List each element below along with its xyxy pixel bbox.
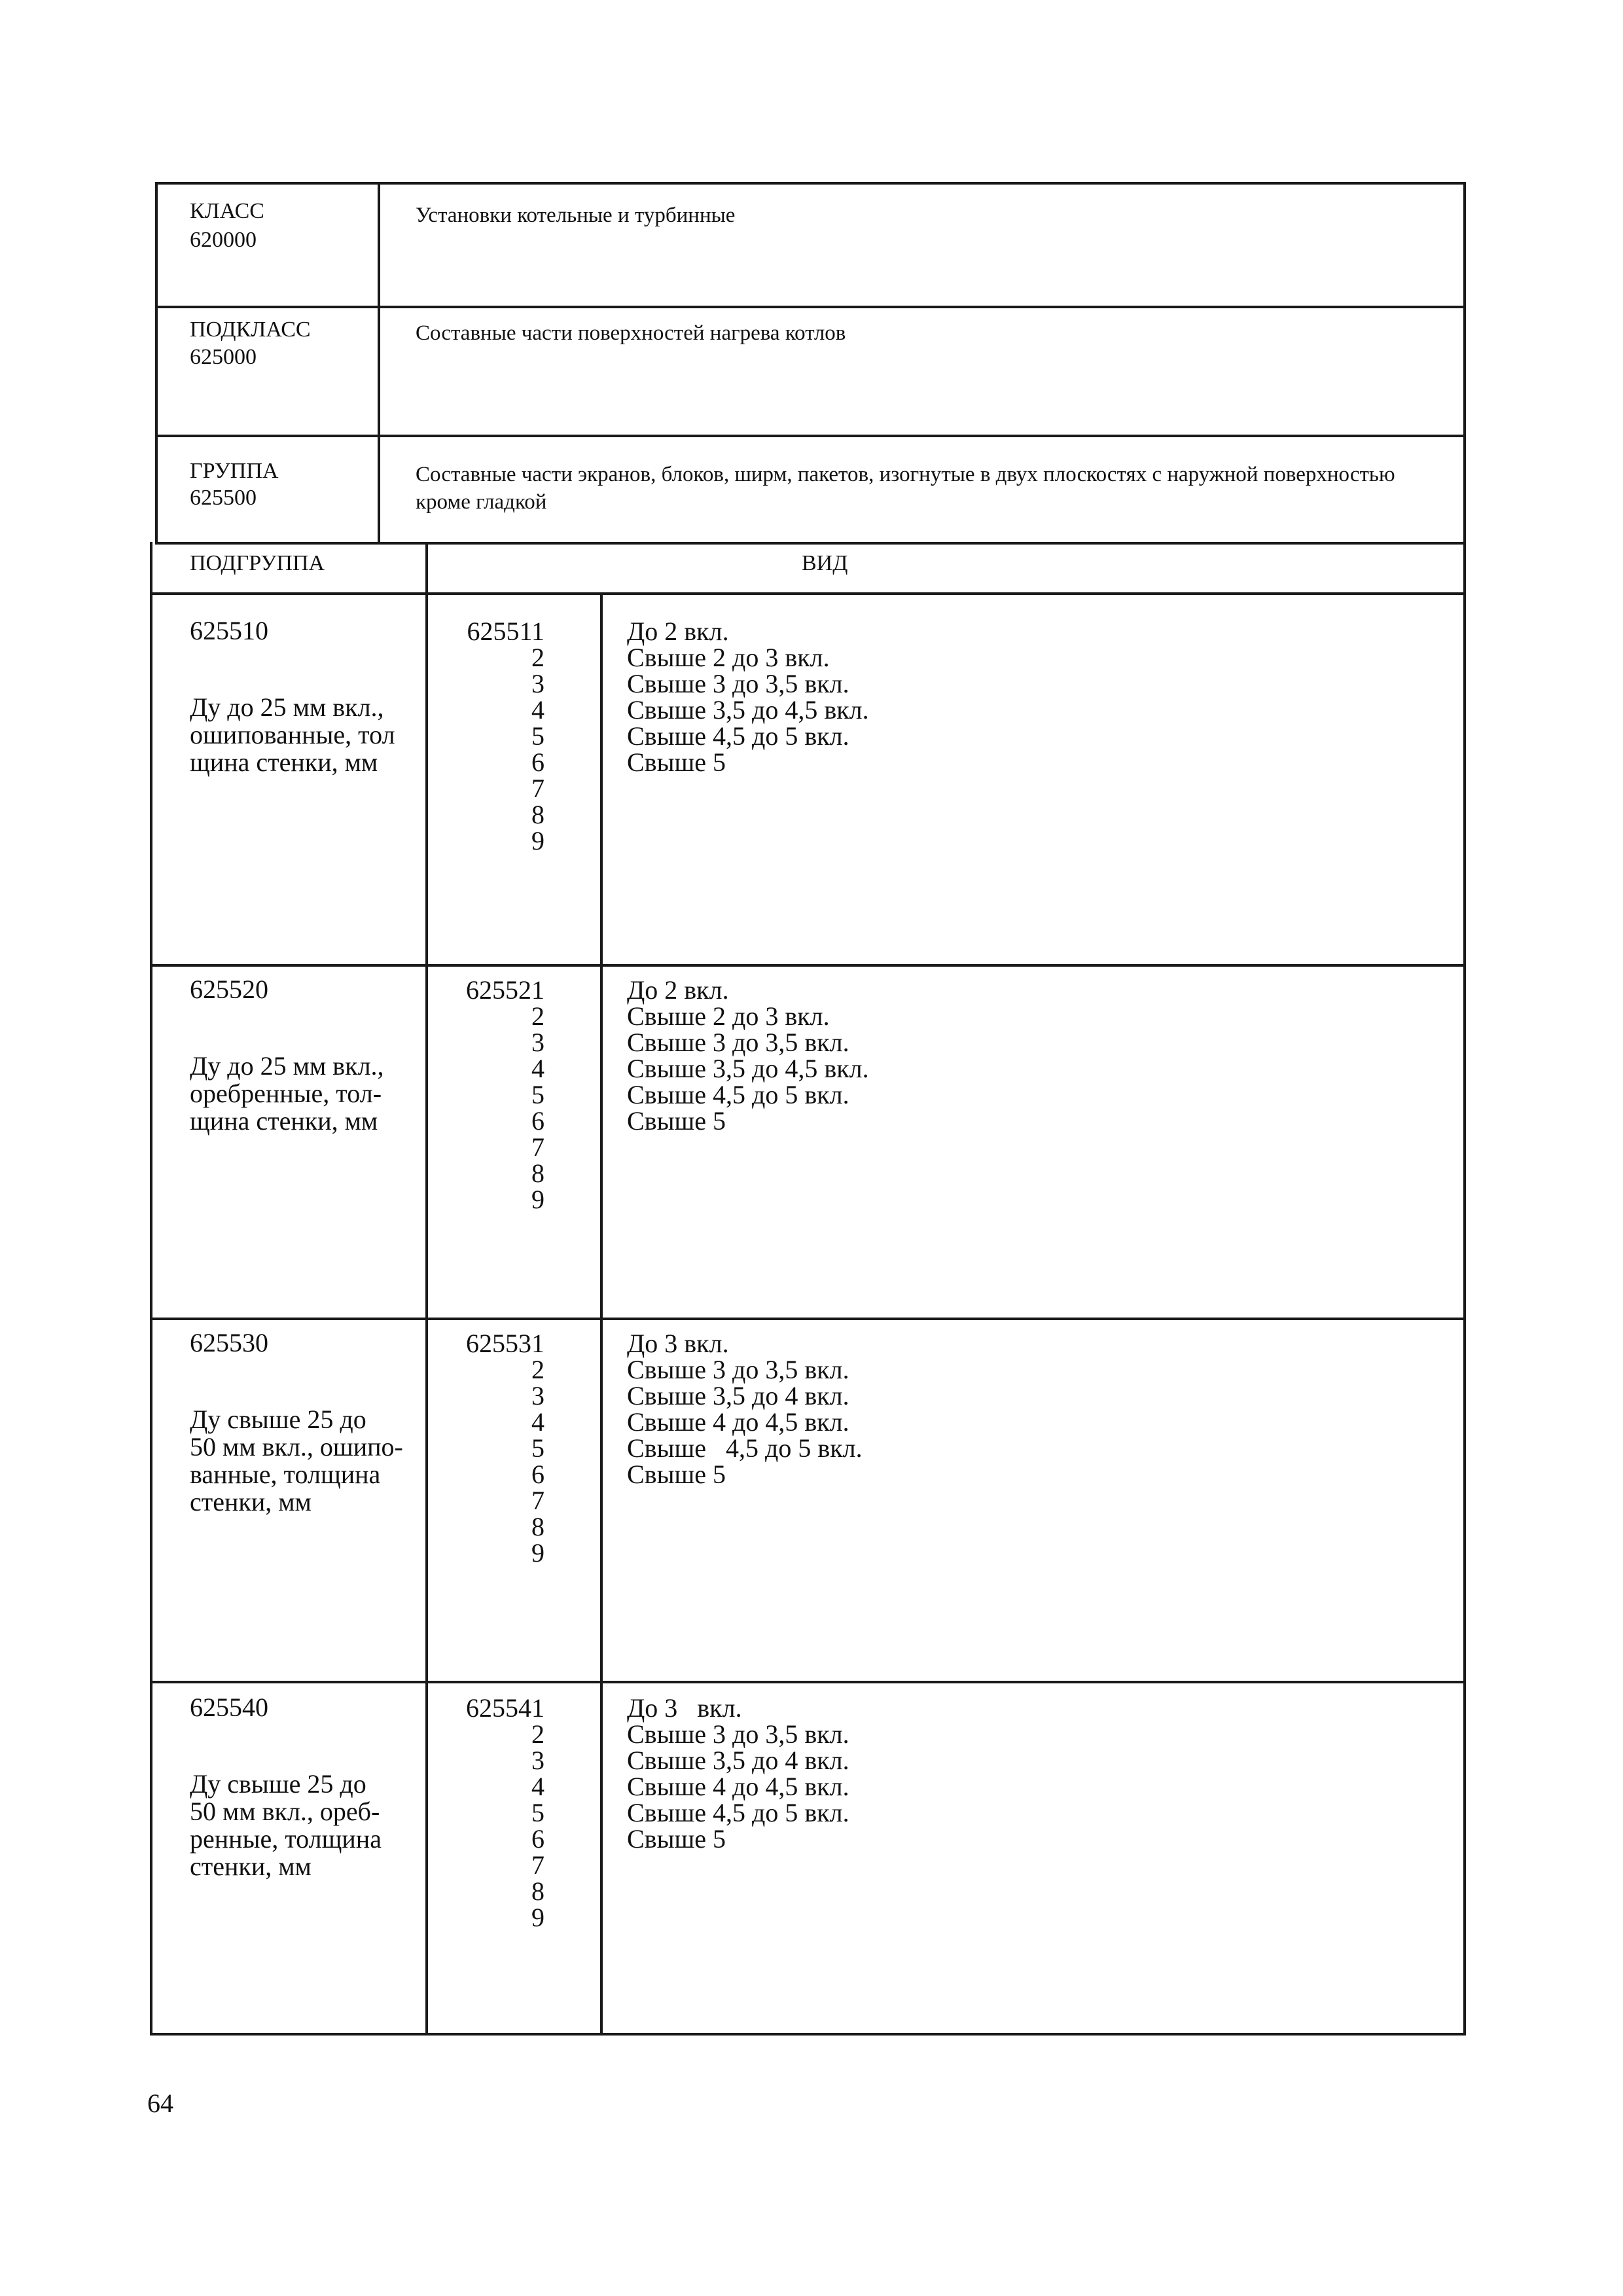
vid-code: 625511 (467, 617, 544, 646)
description-line: ванные, толщина (190, 1460, 381, 1489)
description-line: ренные, толщина (190, 1824, 382, 1854)
description-line: ошипованные, тол (190, 720, 395, 749)
vid-code: 5 (531, 1080, 544, 1109)
vid-description: До 3 вкл. (627, 1329, 729, 1358)
vid-description: Свыше 3,5 до 4 вкл. (627, 1746, 849, 1775)
vid-description: Свыше 4 до 4,5 вкл. (627, 1772, 849, 1801)
description-line: стенки, мм (190, 1487, 312, 1516)
row-divider-2 (155, 435, 1466, 437)
subclass-code: 625000 (190, 345, 257, 369)
page-number: 64 (147, 2089, 173, 2118)
row-divider-4 (150, 964, 1466, 967)
group-code: 625500 (190, 486, 257, 510)
subclass-text: Составные части поверхностей нагрева котлов (416, 321, 846, 345)
vid-description: До 2 вкл. (627, 975, 729, 1005)
subgroup-code: 625540 (190, 1693, 268, 1722)
vid-code: 6 (531, 1824, 544, 1854)
vid-description-list (627, 619, 869, 776)
vid-code: 6 (531, 1106, 544, 1136)
vid-code: 7 (531, 774, 544, 803)
description-line: щина стенки, мм (190, 747, 378, 777)
vid-code: 4 (531, 1407, 544, 1437)
description-line: Ду свыше 25 до (190, 1769, 366, 1799)
subgroup-code: 625530 (190, 1328, 268, 1357)
vid-code: 625531 (466, 1329, 544, 1358)
vid-code-list (414, 1331, 544, 1566)
subgroup-description (190, 1406, 403, 1516)
vid-code: 9 (531, 1185, 544, 1214)
vid-code: 4 (531, 1054, 544, 1083)
row-divider-6 (150, 1681, 1466, 1683)
vid-code: 625521 (466, 975, 544, 1005)
vid-description-list (627, 1331, 863, 1488)
vid-description: Свыше 3 до 3,5 вкл. (627, 1719, 849, 1749)
vid-description: Свыше 4,5 до 5 вкл. (627, 1433, 863, 1463)
vid-description: Свыше 4,5 до 5 вкл. (627, 1080, 849, 1109)
description-line: Ду до 25 мм вкл., (190, 1051, 384, 1081)
class-code: 620000 (190, 228, 257, 252)
description-line: Ду свыше 25 до (190, 1405, 366, 1434)
group-text: Составные части экранов, блоков, ширм, пакетов, изогнутые в двух плоскостях с наружной поверхностью кроме гладкой (416, 463, 1395, 514)
vid-description: Свыше 5 (627, 747, 726, 777)
vid-description: Свыше 5 (627, 1106, 726, 1136)
vid-code: 2 (531, 1719, 544, 1749)
vid-description: Свыше 4,5 до 5 вкл. (627, 1798, 849, 1827)
vid-description: Свыше 4,5 до 5 вкл. (627, 721, 849, 751)
subgroup-code: 625510 (190, 616, 268, 645)
vid-code: 3 (531, 1028, 544, 1057)
class-text: Установки котельные и турбинные (416, 204, 736, 227)
vid-code: 2 (531, 1001, 544, 1031)
subgroup-description (190, 1770, 382, 1880)
table-bottom-border (150, 2033, 1466, 2036)
subgroup-code: 625520 (190, 975, 268, 1004)
subclass-label: ПОДКЛАСС (190, 317, 311, 342)
table-left-border-lower (150, 542, 152, 2034)
vid-code: 5 (531, 1798, 544, 1827)
vid-code: 625541 (466, 1693, 544, 1723)
class-label: КЛАСС (190, 199, 264, 223)
vid-code: 6 (531, 747, 544, 777)
table-right-border (1463, 182, 1466, 2034)
vid-code: 4 (531, 695, 544, 725)
vid-col-divider (600, 592, 603, 2034)
vid-description: Свыше 5 (627, 1824, 726, 1854)
subgroup-description (190, 694, 395, 776)
subgroup-description (190, 1052, 384, 1135)
vid-code: 9 (531, 826, 544, 855)
row-divider-3 (155, 542, 1466, 545)
vid-code: 3 (531, 1746, 544, 1775)
description-line: Ду до 25 мм вкл., (190, 692, 384, 722)
vid-description: Свыше 3,5 до 4,5 вкл. (627, 695, 869, 725)
vid-description: До 2 вкл. (627, 617, 729, 646)
vid-code: 6 (531, 1460, 544, 1489)
vid-code: 8 (531, 1512, 544, 1541)
vid-code: 7 (531, 1850, 544, 1880)
vid-code: 5 (531, 721, 544, 751)
group-label: ГРУППА (190, 459, 279, 483)
description-line: 50 мм вкл., ошипо- (190, 1432, 403, 1462)
vid-code-list (414, 977, 544, 1213)
vid-code: 2 (531, 1355, 544, 1384)
vid-description-list (627, 977, 869, 1134)
subgroup-column-header: ПОДГРУППА (190, 551, 325, 575)
vid-description: Свыше 3,5 до 4 вкл. (627, 1381, 849, 1410)
vid-code: 9 (531, 1903, 544, 1932)
vid-description: Свыше 4 до 4,5 вкл. (627, 1407, 849, 1437)
description-line: 50 мм вкл., ореб- (190, 1797, 380, 1826)
description-line: оребренные, тол- (190, 1079, 382, 1108)
vid-code: 3 (531, 669, 544, 698)
vid-code: 7 (531, 1486, 544, 1515)
vid-description: Свыше 3 до 3,5 вкл. (627, 669, 849, 698)
vid-code-list (414, 1695, 544, 1931)
row-divider-5 (150, 1318, 1466, 1320)
vid-code: 7 (531, 1132, 544, 1162)
description-line: стенки, мм (190, 1852, 312, 1881)
vid-description: До 3 вкл. (627, 1693, 742, 1723)
vid-description: Свыше 3,5 до 4,5 вкл. (627, 1054, 869, 1083)
header-divider (378, 182, 380, 545)
vid-code: 3 (531, 1381, 544, 1410)
table-top-border (155, 182, 1466, 185)
table-left-border (155, 182, 158, 542)
vid-description: Свыше 5 (627, 1460, 726, 1489)
vid-code: 8 (531, 1876, 544, 1906)
vid-description: Свыше 3 до 3,5 вкл. (627, 1355, 849, 1384)
vid-description: Свыше 3 до 3,5 вкл. (627, 1028, 849, 1057)
vid-code: 5 (531, 1433, 544, 1463)
vid-code: 4 (531, 1772, 544, 1801)
vid-code: 9 (531, 1538, 544, 1568)
vid-description: Свыше 2 до 3 вкл. (627, 643, 830, 672)
vid-description: Свыше 2 до 3 вкл. (627, 1001, 830, 1031)
colhead-divider (150, 592, 1466, 595)
vid-description-list (627, 1695, 849, 1852)
vid-code: 8 (531, 1158, 544, 1188)
description-line: щина стенки, мм (190, 1106, 378, 1136)
vid-code: 2 (531, 643, 544, 672)
row-divider-1 (155, 306, 1466, 308)
vid-column-header: ВИД (802, 551, 848, 575)
vid-code-list (414, 619, 544, 854)
vid-code: 8 (531, 800, 544, 829)
